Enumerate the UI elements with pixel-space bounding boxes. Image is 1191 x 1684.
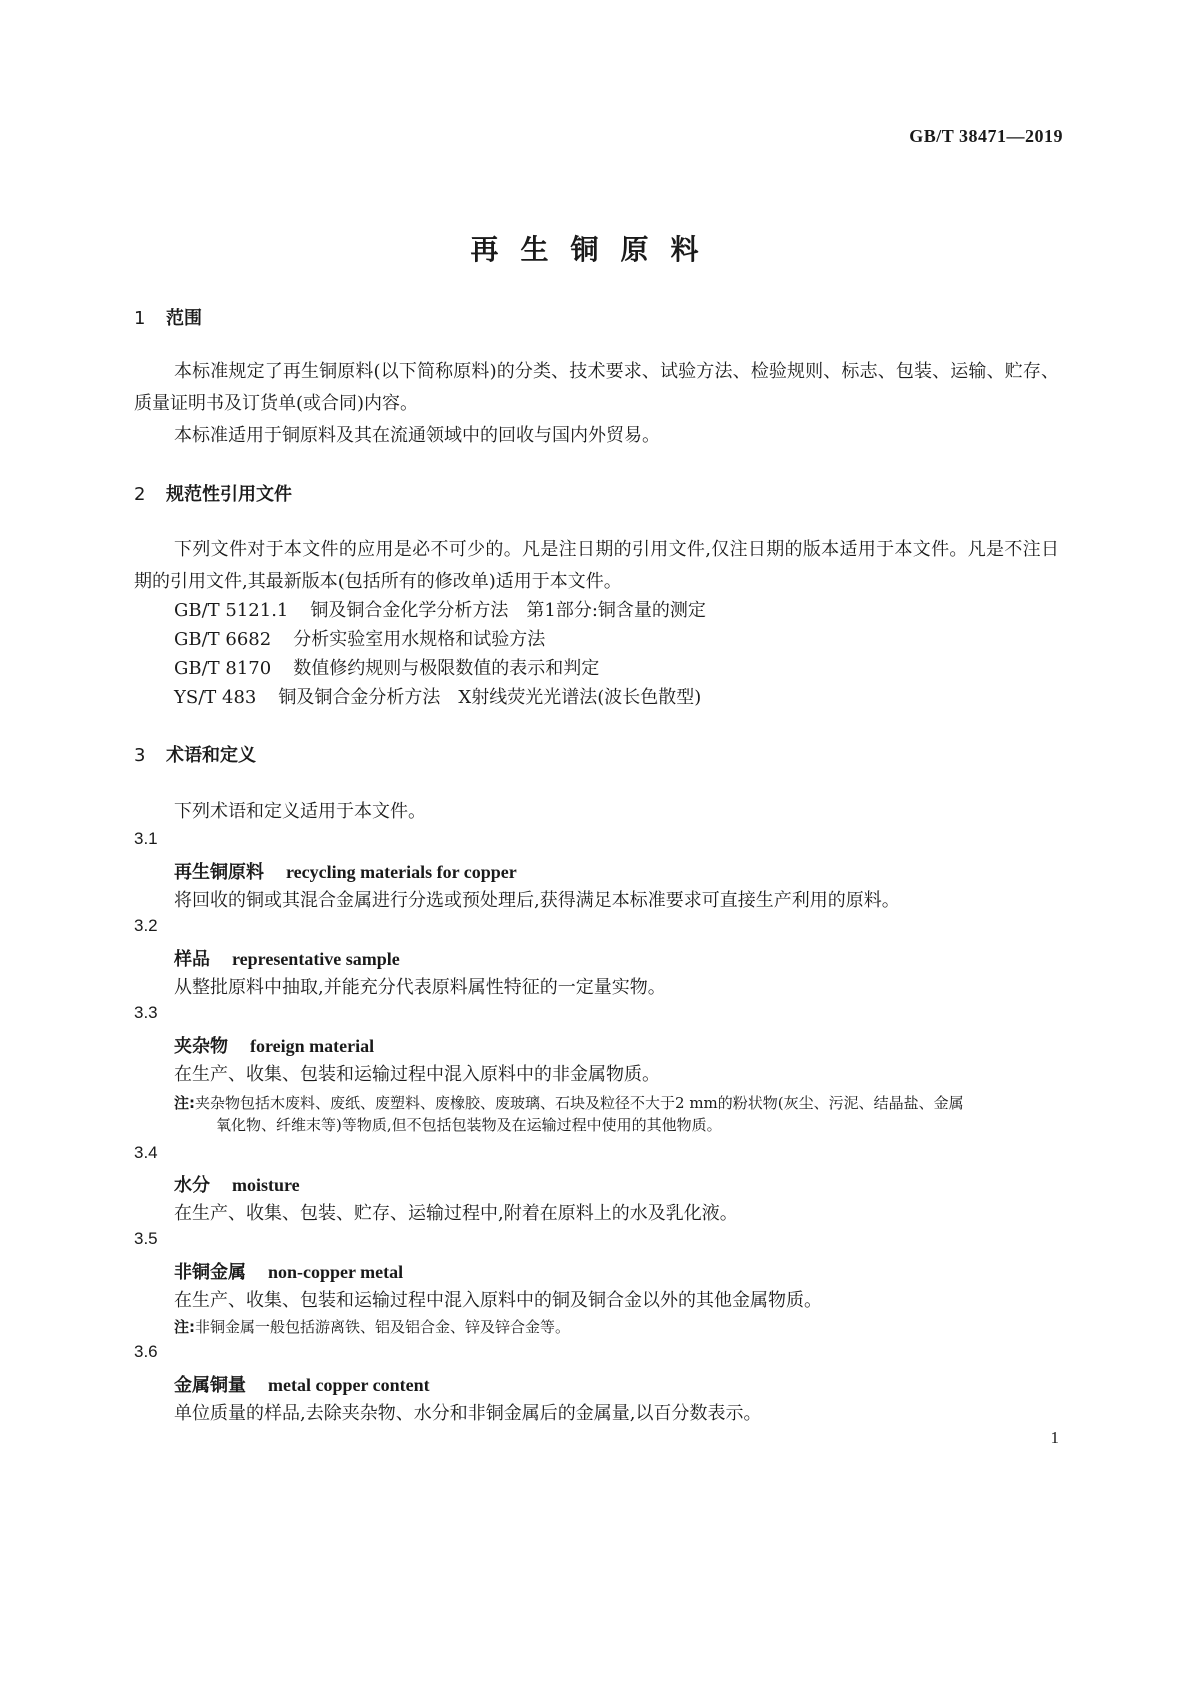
clause-number: 3.5 <box>134 1229 158 1248</box>
clause-number: 3.6 <box>134 1342 158 1361</box>
note-text-continuation: 氧化物、纤维末等)等物质,但不包括包装物及在运输过程中使用的其他物质。 <box>216 1116 722 1134</box>
note-label: 注: <box>174 1318 195 1336</box>
note-text: 非铜金属一般包括游离铁、铝及铝合金、锌及锌合金等。 <box>195 1318 571 1336</box>
term-english: recycling materials for copper <box>286 862 517 882</box>
term-entry <box>174 1258 403 1284</box>
reference-code: GB/T 8170 <box>174 658 272 679</box>
term-english: foreign material <box>250 1036 375 1056</box>
note-label: 注: <box>174 1094 195 1112</box>
section-title: 规范性引用文件 <box>166 484 292 505</box>
term-chinese: 水分 <box>174 1175 210 1196</box>
reference-title: 分析实验室用水规格和试验方法 <box>293 629 546 650</box>
reference-part: X射线荧光光谱法(波长色散型) <box>458 687 702 708</box>
term-entry <box>174 1371 430 1397</box>
term-entry <box>174 1171 300 1197</box>
term-chinese: 夹杂物 <box>174 1036 228 1057</box>
term-definition: 单位质量的样品,去除夹杂物、水分和非铜金属后的金属量,以百分数表示。 <box>174 1403 762 1424</box>
section-number: 1 <box>134 308 146 329</box>
note-text: 夹杂物包括木废料、废纸、废塑料、废橡胶、废玻璃、石块及粒径不大于2 mm的粉状物(灰尘、污泥、结晶盐、金属 <box>195 1094 964 1112</box>
reference-code: YS/T 483 <box>174 687 257 708</box>
section-number: 3 <box>134 745 146 766</box>
terms-intro-paragraph: 下列术语和定义适用于本文件。 <box>174 801 426 822</box>
references-intro-paragraph: 下列文件对于本文件的应用是必不可少的。凡是注日期的引用文件,仅注日期的版本适用于本文件。凡是不注日期的引用文件,其最新版本(包括所有的修改单)适用于本文件。 <box>134 539 1059 592</box>
term-chinese: 再生铜原料 <box>174 862 264 883</box>
reference-item <box>174 625 545 651</box>
section-heading-terms-definitions <box>134 741 256 767</box>
term-entry <box>174 1032 374 1058</box>
term-chinese: 金属铜量 <box>174 1375 246 1396</box>
term-english: metal copper content <box>268 1375 430 1395</box>
term-entry <box>174 945 400 971</box>
term-definition: 从整批原料中抽取,并能充分代表原料属性特征的一定量实物。 <box>174 977 666 998</box>
reference-item <box>174 654 599 680</box>
section-number: 2 <box>134 484 146 505</box>
reference-title: 数值修约规则与极限数值的表示和判定 <box>293 658 600 679</box>
page-number: 1 <box>1050 1428 1059 1447</box>
term-definition: 在生产、收集、包装和运输过程中混入原料中的非金属物质。 <box>174 1064 660 1085</box>
term-definition: 在生产、收集、包装、贮存、运输过程中,附着在原料上的水及乳化液。 <box>174 1203 738 1224</box>
term-definition: 在生产、收集、包装和运输过程中混入原料中的铜及铜合金以外的其他金属物质。 <box>174 1290 822 1311</box>
term-chinese: 非铜金属 <box>174 1262 246 1283</box>
section-heading-scope <box>134 304 202 330</box>
standard-code: GB/T 38471—2019 <box>909 126 1063 146</box>
clause-number: 3.2 <box>134 916 158 935</box>
reference-part: 第1部分:铜含量的测定 <box>526 600 706 621</box>
reference-title: 铜及铜合金化学分析方法 <box>310 600 509 621</box>
clause-number: 3.1 <box>134 829 158 848</box>
term-note <box>174 1313 1060 1341</box>
term-definition: 将回收的铜或其混合金属进行分选或预处理后,获得满足本标准要求可直接生产利用的原料。 <box>174 890 900 911</box>
document-title: 再生铜原料 <box>470 233 721 266</box>
scope-paragraph-2: 本标准适用于铜原料及其在流通领域中的回收与国内外贸易。 <box>174 425 660 446</box>
term-english: moisture <box>232 1175 300 1195</box>
term-english: representative sample <box>232 949 400 969</box>
clause-number: 3.4 <box>134 1143 158 1162</box>
clause-number: 3.3 <box>134 1003 158 1022</box>
section-title: 范围 <box>166 308 202 329</box>
reference-code: GB/T 6682 <box>174 629 272 650</box>
section-heading-normative-references <box>134 480 292 506</box>
reference-title: 铜及铜合金分析方法 <box>278 687 441 708</box>
section-title: 术语和定义 <box>166 745 256 766</box>
scope-paragraph-1: 本标准规定了再生铜原料(以下简称原料)的分类、技术要求、试验方法、检验规则、标志、包装、运输、贮存、质量证明书及订货单(或合同)内容。 <box>134 361 1059 414</box>
term-note <box>174 1089 1060 1117</box>
reference-item <box>174 683 701 709</box>
reference-code: GB/T 5121.1 <box>174 600 289 621</box>
reference-item <box>174 596 706 622</box>
term-english: non-copper metal <box>268 1262 404 1282</box>
term-entry <box>174 858 517 884</box>
term-chinese: 样品 <box>174 949 210 970</box>
